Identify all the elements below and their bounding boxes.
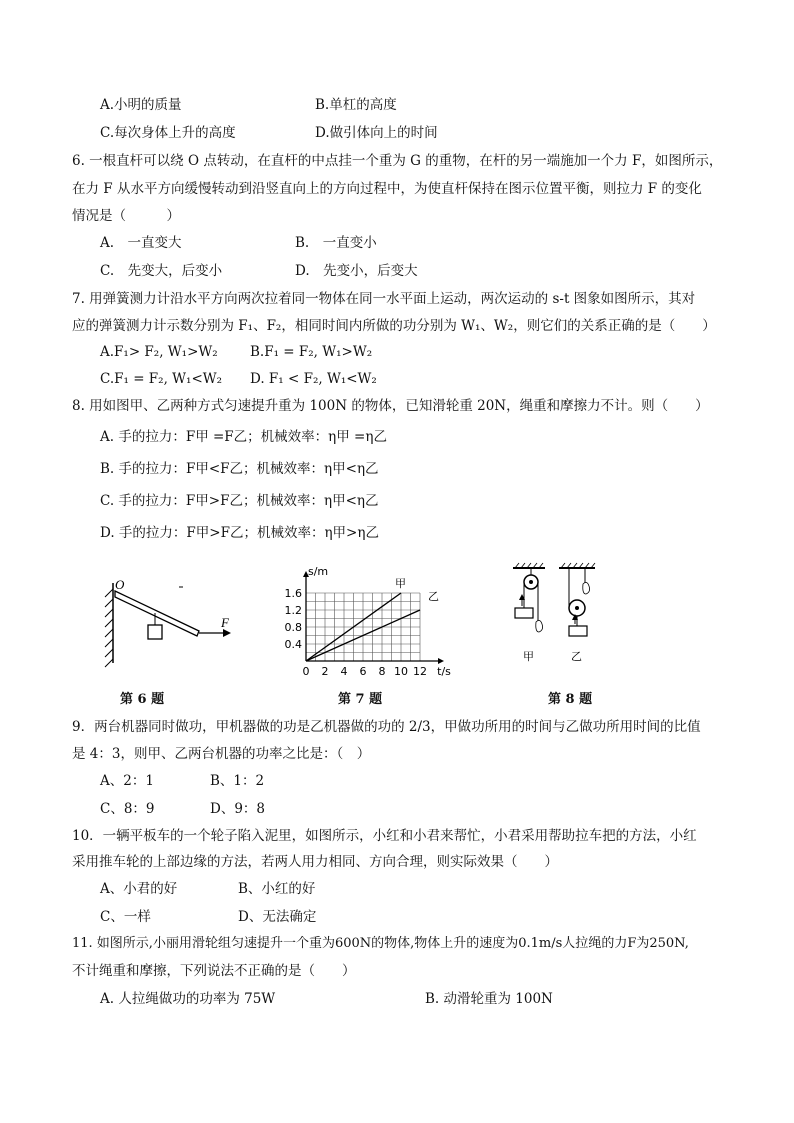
x-tick-label: 6 — [359, 665, 367, 678]
y-tick-label: 1.6 — [284, 587, 302, 600]
figure-7-chart — [270, 565, 460, 680]
figure-8-pulleys — [505, 560, 605, 675]
q11-option-a: A. 人拉绳做功的功率为 75W — [100, 991, 276, 1007]
q6-option-c: C. 先变大，后变小 — [100, 263, 223, 279]
q5-option-c: C.每次身体上升的高度 — [100, 125, 236, 141]
series-label-jia: 甲 — [395, 577, 406, 590]
figure-8-right-label: 乙 — [571, 650, 582, 663]
q10-option-a: A、小君的好 — [100, 881, 178, 897]
q7-option-a: A.F₁> F₂, W₁>W₂ — [100, 344, 218, 360]
q11-option-b: B. 动滑轮重为 100N — [425, 991, 553, 1007]
y-tick-label: 0.8 — [284, 621, 302, 634]
q7-option-b: B.F₁ = F₂, W₁>W₂ — [250, 344, 373, 360]
series-label-yi: 乙 — [428, 590, 439, 603]
figure-6-force-label: F — [221, 615, 229, 630]
q11-line-1: 11. 如图所示,小丽用滑轮组匀速提升一个重为600N的物体,物体上升的速度为0.1m/s人拉绳的力F为250N, — [72, 936, 689, 951]
q9-line-1: 9．两台机器同时做功，甲机器做的功是乙机器做的功的 2/3，甲做功所用的时间与乙做功所用时间的比值 — [72, 719, 701, 735]
q6-option-b: B. 一直变小 — [295, 235, 377, 251]
q6-line-3: 情况是（ ） — [72, 208, 180, 224]
q8-line: 8. 用如图甲、乙两种方式匀速提升重为 100N 的物体，已知滑轮重 20N，绳重和摩擦力不计。则（ ） — [72, 398, 709, 414]
q5-option-a: A.小明的质量 — [100, 97, 182, 113]
q9-option-b: B、1：2 — [210, 773, 265, 789]
q6-option-a: A. 一直变大 — [100, 235, 182, 251]
figure-8-left-label: 甲 — [523, 650, 534, 663]
x-tick-label: 10 — [394, 665, 408, 678]
q8-option-a: A. 手的拉力：F甲 =F乙；机械效率：η甲 =η乙 — [100, 429, 387, 445]
q11-line-2: 不计绳重和摩擦，下列说法不正确的是（ ） — [72, 963, 356, 979]
q10-line-2: 采用推车轮的上部边缘的方法，若两人用力相同、方向合理，则实际效果（ ） — [72, 854, 558, 870]
y-axis-label: s/m — [308, 565, 329, 578]
q10-option-b: B、小红的好 — [238, 881, 316, 897]
q8-option-d: D. 手的拉力：F甲>F乙；机械效率：η甲>η乙 — [100, 525, 379, 541]
y-tick-label: 0.4 — [284, 638, 302, 651]
q8-option-c: C. 手的拉力：F甲>F乙；机械效率：η甲<η乙 — [100, 493, 379, 509]
q9-option-d: D、9：8 — [210, 801, 266, 817]
q9-line-2: 是 4：3，则甲、乙两台机器的功率之比是：（ ） — [72, 746, 371, 762]
figure-6-caption: 第 6 题 — [120, 692, 165, 707]
x-tick-label: 2 — [321, 665, 329, 678]
x-tick-label: 8 — [378, 665, 386, 678]
x-tick-label: 0 — [302, 665, 310, 678]
figure-8-caption: 第 8 题 — [548, 692, 593, 707]
q7-option-d: D. F₁ < F₂, W₁<W₂ — [250, 371, 377, 387]
q6-line-2: 在力 F 从水平方向缓慢转动到沿竖直向上的方向过程中，为使直杆保持在图示位置平衡，则拉力 F 的变化 — [72, 181, 702, 197]
x-tick-label: 12 — [413, 665, 427, 678]
q9-option-c: C、8：9 — [100, 801, 155, 817]
q5-option-b: B.单杠的高度 — [315, 97, 397, 113]
q9-option-a: A、2：1 — [100, 773, 154, 789]
q7-option-c: C.F₁ = F₂, W₁<W₂ — [100, 371, 223, 387]
x-axis-label: t/s — [437, 665, 451, 678]
q7-line-2: 应的弹簧测力计示数分别为 F₁、F₂，相同时间内所做的功分别为 W₁、W₂，则它们的关系正确的是（ ） — [72, 318, 716, 334]
q10-option-d: D、无法确定 — [238, 909, 317, 925]
x-tick-label: 4 — [340, 665, 348, 678]
q10-line-1: 10．一辆平板车的一个轮子陷入泥里，如图所示，小红和小君来帮忙，小君采用帮助拉车把的方法，小红 — [72, 828, 697, 844]
figure-6-lever — [95, 575, 255, 670]
q6-option-d: D. 先变小，后变大 — [295, 263, 418, 279]
figure-7-caption: 第 7 题 — [338, 692, 383, 707]
q10-option-c: C、一样 — [100, 909, 151, 925]
q8-option-b: B. 手的拉力：F甲<F乙；机械效率：η甲<η乙 — [100, 461, 379, 477]
y-tick-label: 1.2 — [284, 604, 302, 617]
q5-option-d: D.做引体向上的时间 — [315, 125, 438, 141]
figure-6-pivot-label: O — [115, 577, 125, 592]
x-axis-arrow — [438, 658, 444, 664]
q7-line-1: 7. 用弹簧测力计沿水平方向两次拉着同一物体在同一水平面上运动，两次运动的 s-t 图象如图所示，其对 — [72, 291, 696, 307]
q6-line-1: 6. 一根直杆可以绕 O 点转动，在直杆的中点挂一个重为 G 的重物，在杆的另一端施加一个力 F，如图所示， — [72, 153, 723, 169]
